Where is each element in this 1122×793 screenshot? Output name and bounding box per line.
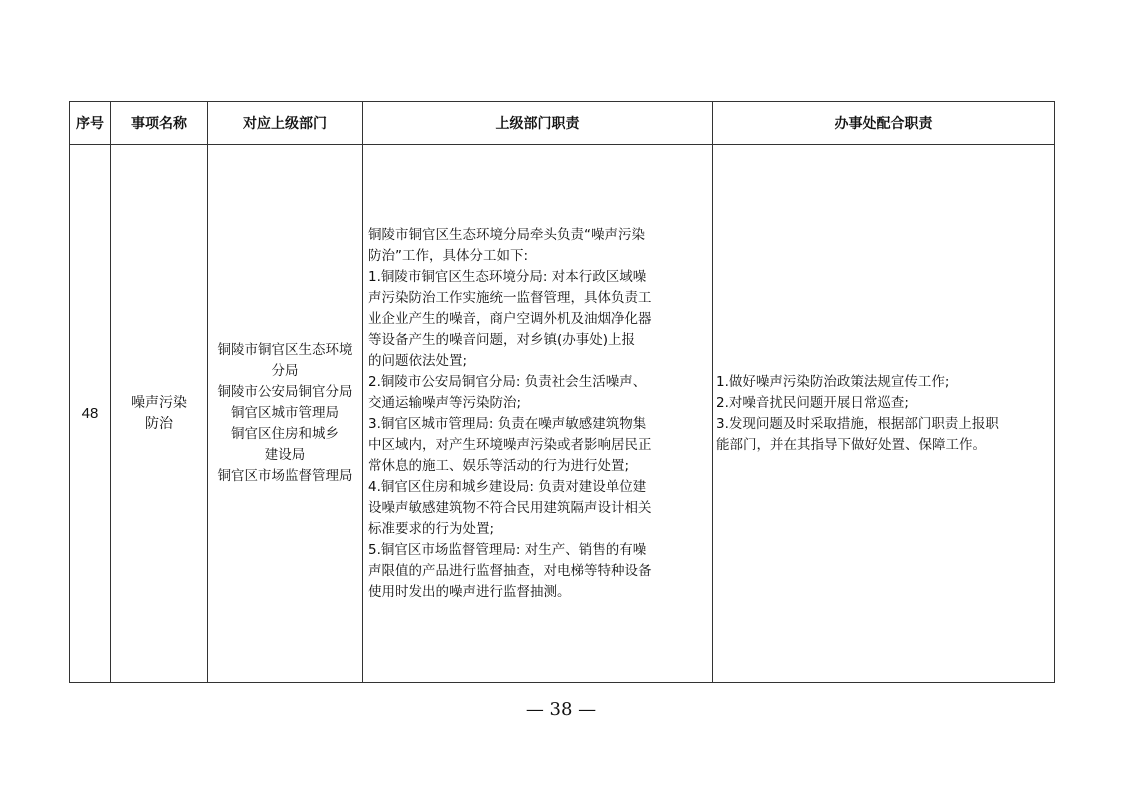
- cell-item-name: [111, 145, 208, 683]
- coop-line: 3.发现问题及时采取措施，根据部门职责上报职: [716, 415, 999, 432]
- dept-line: 建设局: [264, 447, 306, 463]
- dept-line: 铜陵市铜官区生态环境: [217, 342, 353, 358]
- duty-line: 的问题依法处置;: [368, 352, 468, 369]
- header-office-cooperation: 办事处配合职责: [713, 102, 1055, 145]
- table-row: [70, 145, 1055, 683]
- duty-line: 4.铜官区住房和城乡建设局: 负责对建设单位建: [368, 478, 647, 495]
- item-name-line: 防治: [145, 415, 173, 432]
- duty-line: 防治”工作，具体分工如下:: [368, 247, 529, 264]
- header-superior-dept: 对应上级部门: [208, 102, 363, 145]
- duty-line: 2.铜陵市公安局铜官分局: 负责社会生活噪声、: [368, 373, 647, 390]
- coop-line: 1.做好噪声污染防治政策法规宣传工作;: [716, 373, 950, 390]
- dept-line: 铜官区市场监督管理局: [217, 468, 353, 484]
- table-header-row: [70, 102, 1055, 145]
- header-superior-duty: 上级部门职责: [363, 102, 713, 145]
- duty-line: 声限值的产品进行监督抽查，对电梯等特种设备: [368, 562, 652, 579]
- duty-line: 标准要求的行为处置;: [368, 520, 495, 537]
- duty-line: 铜陵市铜官区生态环境分局牵头负责“噪声污染: [368, 226, 645, 243]
- dept-line: 铜陵市公安局铜官分局: [217, 384, 353, 400]
- duty-line: 使用时发出的噪声进行监督抽测。: [368, 583, 571, 600]
- dept-line: 铜官区住房和城乡: [231, 426, 339, 442]
- duty-table: [69, 101, 1055, 683]
- cell-seq: 48: [70, 145, 111, 683]
- duty-line: 设噪声敏感建筑物不符合民用建筑隔声设计相关: [368, 499, 652, 516]
- dept-line: 铜官区城市管理局: [231, 405, 339, 421]
- duty-line: 1.铜陵市铜官区生态环境分局: 对本行政区域噪: [368, 268, 647, 285]
- page-number: — 38 —: [525, 699, 597, 720]
- duty-line: 中区域内，对产生环境噪声污染或者影响居民正: [368, 436, 652, 453]
- coop-line: 2.对噪音扰民问题开展日常巡查;: [716, 394, 909, 411]
- duty-line: 交通运输噪声等污染防治;: [368, 394, 522, 411]
- cell-office-cooperation: [713, 145, 1055, 683]
- duty-line: 常休息的施工、娱乐等活动的行为进行处置;: [368, 457, 630, 474]
- header-item-name: 事项名称: [111, 102, 208, 145]
- cell-superior-dept: [208, 145, 363, 683]
- duty-line: 业企业产生的噪音，商户空调外机及油烟净化器: [368, 310, 652, 327]
- duty-line: 5.铜官区市场监督管理局: 对生产、销售的有噪: [368, 541, 647, 558]
- duty-line: 声污染防治工作实施统一监督管理，具体负责工: [368, 289, 652, 306]
- header-seq: 序号: [70, 102, 111, 145]
- item-name-line: 噪声污染: [131, 394, 187, 411]
- duty-line: 3.铜官区城市管理局: 负责在噪声敏感建筑物集: [368, 415, 647, 432]
- cell-superior-duty: [363, 145, 713, 683]
- dept-line: 分局: [271, 363, 299, 379]
- duty-line: 等设备产生的噪音问题，对乡镇(办事处)上报: [368, 331, 636, 348]
- coop-line: 能部门，并在其指导下做好处置、保障工作。: [716, 436, 986, 453]
